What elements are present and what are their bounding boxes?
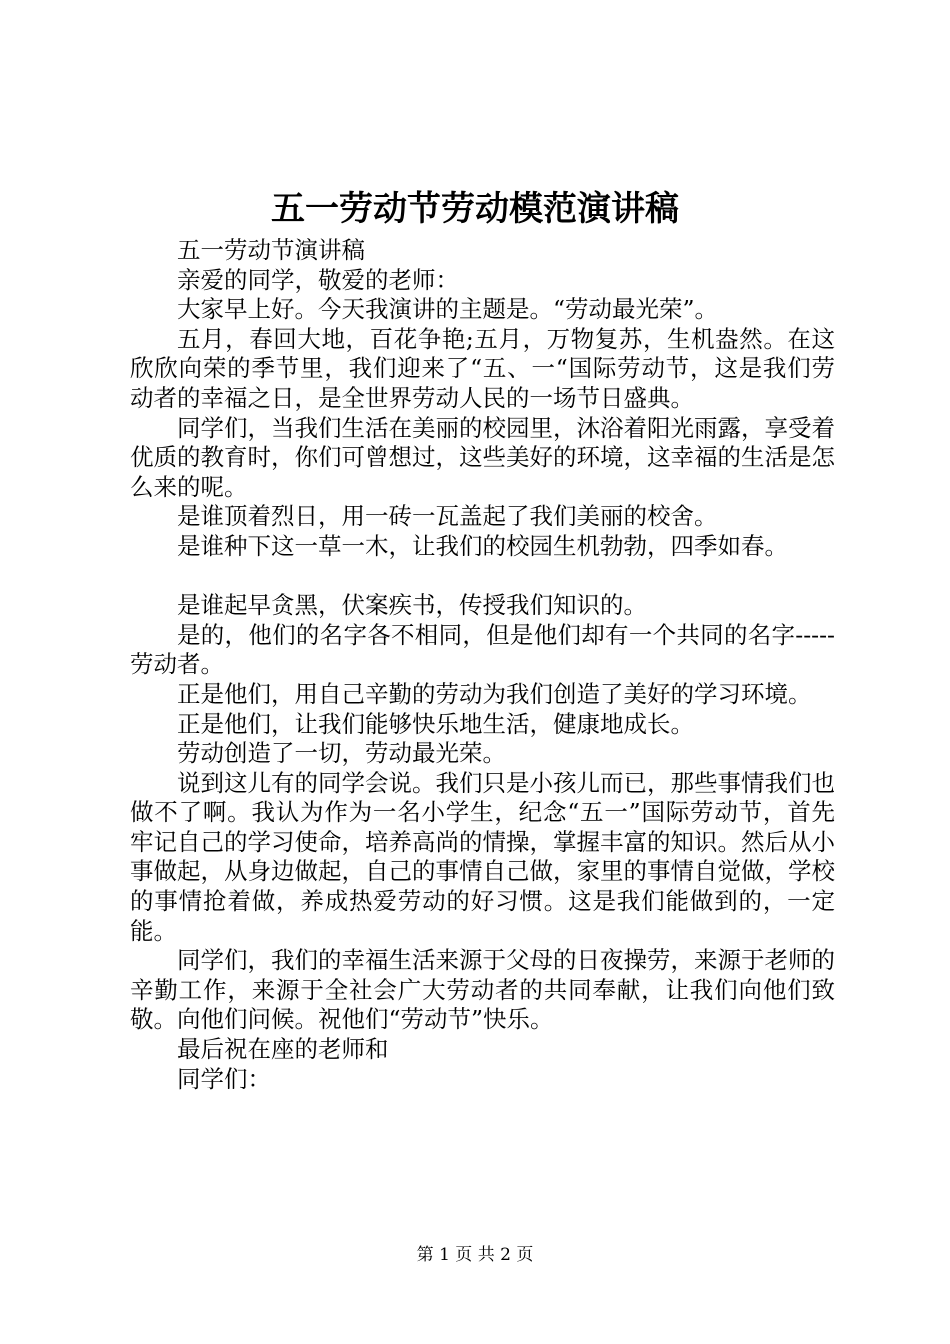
paragraph-who-built: 是谁顶着烈日，用一砖一瓦盖起了我们美丽的校舍。 bbox=[177, 502, 718, 531]
paragraph-workers-name: 是的，他们的名字各不相同，但是他们却有一个共同的名字-----劳动者。 bbox=[130, 620, 835, 679]
document-title: 五一劳动节劳动模范演讲稿 bbox=[271, 189, 679, 229]
document-body bbox=[130, 236, 835, 1094]
paragraph-salutation: 亲爱的同学，敬爱的老师： bbox=[177, 265, 459, 294]
paragraph-closing-1: 最后祝在座的老师和 bbox=[177, 1035, 389, 1064]
paragraph-may-season: 五月，春回大地，百花争艳;五月，万物复苏，生机盎然。在这欣欣向荣的季节里，我们迎来了“五、一“国际劳动节，这是我们劳动者的幸福之日，是全世界劳动人民的一场节日盛典。 bbox=[130, 324, 835, 412]
paragraph-gratitude: 同学们，我们的幸福生活来源于父母的日夜操劳，来源于老师的辛勤工作，来源于全社会广大劳动者的共同奉献，让我们向他们致敬。向他们问候。祝他们“劳动节”快乐。 bbox=[130, 946, 835, 1034]
page-footer: 第 1 页 共 2 页 bbox=[416, 1245, 534, 1265]
paragraph-labor-glory: 劳动创造了一切，劳动最光荣。 bbox=[177, 739, 506, 768]
paragraph-who-planted: 是谁种下这一草一木，让我们的校园生机勃勃，四季如春。 bbox=[177, 531, 788, 560]
paragraph-subtitle: 五一劳动节演讲稿 bbox=[177, 236, 365, 264]
paragraph-who-taught: 是谁起早贪黑，伏案疾书，传授我们知识的。 bbox=[177, 591, 647, 620]
paragraph-created-environment: 正是他们，用自己辛勤的劳动为我们创造了美好的学习环境。 bbox=[177, 679, 812, 708]
paragraph-students-campus: 同学们，当我们生活在美丽的校园里，沐浴着阳光雨露，享受着优质的教育时，你们可曾想过，这些美好的环境，这幸福的生活是怎么来的呢。 bbox=[130, 413, 835, 501]
paragraph-what-we-can-do: 说到这儿有的同学会说。我们只是小孩儿而已，那些事情我们也做不了啊。我认为作为一名小学生，纪念“五一”国际劳动节，首先牢记自己的学习使命，培养高尚的情操，掌握丰富的知识。然后从小事做起，从身边做起，自己的事情自己做，家里的事情自觉做，学校的事情抢着做，养成热爱劳动的好习惯。这是我们能做到的，一定能。 bbox=[130, 768, 835, 945]
paragraph-closing-2: 同学们： bbox=[177, 1064, 271, 1093]
paragraph-spacer bbox=[130, 562, 835, 592]
paragraph-happy-growth: 正是他们，让我们能够快乐地生活，健康地成长。 bbox=[177, 709, 694, 738]
paragraph-greeting: 大家早上好。今天我演讲的主题是。“劳动最光荣”。 bbox=[177, 295, 719, 324]
